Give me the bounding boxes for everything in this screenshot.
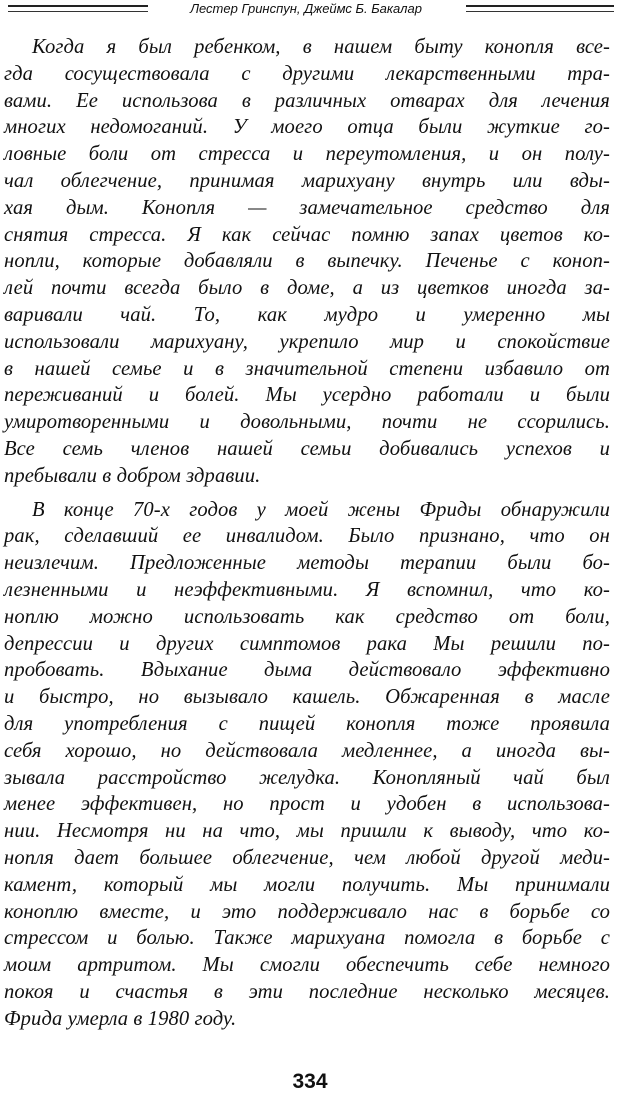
text-line: неизлечим. Предложенные методы терапии были бо- — [4, 552, 610, 575]
header-rule-left — [8, 5, 148, 7]
text-line: снятия стресса. Я как сейчас помню запах цветов ко- — [4, 223, 610, 246]
text-line: переживаний и болей. Мы усердно работали и были — [4, 384, 610, 407]
text-line: многих недомоганий. У моего отца были жуткие го- — [4, 116, 610, 139]
text-line: использовали марихуану, укрепило мир и спокойствие — [4, 330, 610, 353]
running-head: Лестер Гринспун, Джеймс Б. Бакалар — [148, 1, 464, 16]
text-line: гда сосуществовала с другими лекарственными тра- — [4, 62, 610, 85]
header-rule-left-thin — [8, 11, 148, 12]
text-line: покоя и счастья в эти последние несколько месяцев. — [4, 980, 610, 1003]
text-line: варивали чай. То, как мудро и умеренно мы — [4, 303, 610, 326]
text-line: Все семь членов нашей семьи добивались успехов и — [4, 437, 610, 460]
body-text — [4, 34, 610, 1032]
header-rule-right — [466, 5, 614, 7]
text-line: для употребления с пищей конопля тоже проявила — [4, 712, 610, 735]
paragraph-1 — [4, 34, 610, 490]
text-line: и быстро, но вызывало кашель. Обжаренная в масле — [4, 686, 610, 709]
text-line: нопля дает большее облегчение, чем любой другой меди- — [4, 846, 610, 869]
text-line: вами. Ее использова в различных отварах для лечения — [4, 89, 610, 112]
text-line: В конце 70-х годов у моей жены Фриды обнаружили — [32, 498, 610, 521]
text-line: рак, сделавший ее инвалидом. Было признано, что он — [4, 525, 610, 548]
text-line: хая дым. Конопля — замечательное средство для — [4, 196, 610, 219]
paragraph-2 — [4, 497, 610, 1033]
text-line: нопли, которые добавляли в выпечку. Печенье с коноп- — [4, 250, 610, 273]
text-line: ловные боли от стресса и переутомления, и он полу- — [4, 143, 610, 166]
header-rule-right-thin — [466, 11, 614, 12]
text-line: пребывали в добром здравии. — [4, 464, 261, 487]
text-line: Когда я был ребенком, в нашем быту конопля все- — [32, 36, 610, 58]
text-line: чал облегчение, принимая марихуану внутрь или вды- — [4, 169, 610, 192]
text-line: умиротворенными и довольными, почти не ссорились. — [4, 411, 610, 434]
text-line: моим артритом. Мы смогли обеспечить себе немного — [4, 954, 610, 977]
text-line: лей почти всегда было в доме, а из цветков иногда за- — [4, 277, 610, 300]
text-line: менее эффективен, но прост и удобен в использова- — [4, 793, 610, 816]
text-line: лезненными и неэффективными. Я вспомнил, что ко- — [4, 578, 610, 601]
text-line: депрессии и других симптомов рака Мы решили по- — [4, 632, 610, 655]
text-line: нии. Несмотря ни на что, мы пришли к выводу, что ко- — [4, 820, 610, 843]
text-line: зывала расстройство желудка. Конопляный чай был — [4, 766, 610, 789]
text-line: коноплю вместе, и это поддерживало нас в борьбе со — [4, 900, 610, 923]
text-line: Фрида умерла в 1980 году. — [4, 1007, 237, 1030]
text-line: камент, который мы могли получить. Мы принимали — [4, 873, 610, 896]
text-line: стрессом и болью. Также марихуана помогла в борьбе с — [4, 927, 610, 950]
page-number: 334 — [292, 1070, 328, 1093]
text-line: пробовать. Вдыхание дыма действовало эффективно — [4, 659, 610, 682]
text-line: ноплю можно использовать как средство от боли, — [4, 605, 610, 628]
page-header — [0, 0, 620, 22]
text-line: себя хорошо, но действовала медленнее, а иногда вы- — [4, 739, 610, 762]
text-line: в нашей семье и в значительной степени избавило от — [4, 357, 610, 380]
